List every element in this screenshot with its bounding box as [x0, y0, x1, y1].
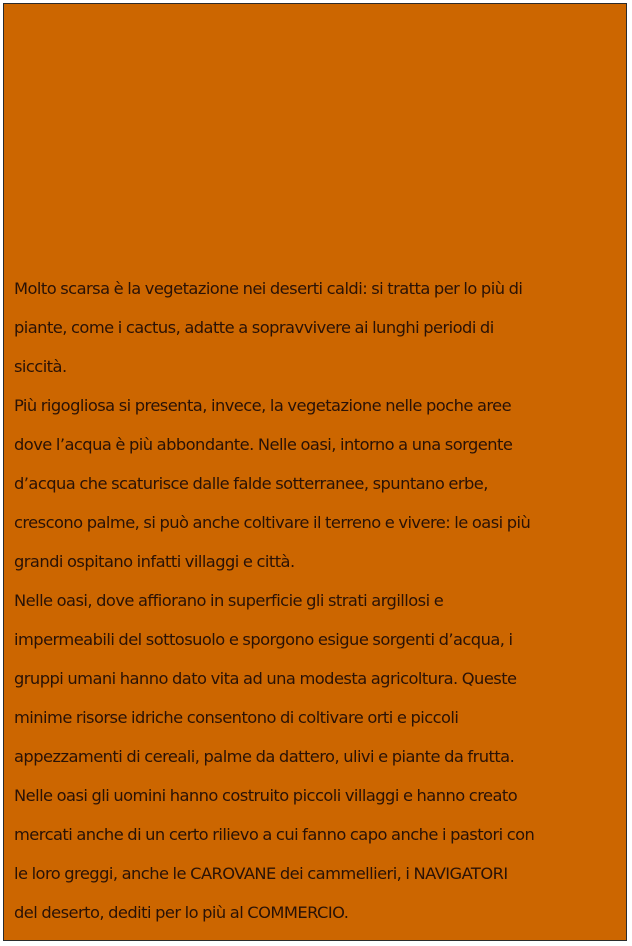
text-line: Nelle oasi, dove affiorano in superficie gli strati argillosi e — [14, 591, 444, 610]
text-line: appezzamenti di cereali, palme da dattero, ulivi e piante da frutta. — [14, 747, 515, 766]
text-box — [3, 3, 627, 941]
text-line: gruppi umani hanno dato vita ad una modesta agricoltura. Queste — [14, 669, 517, 688]
text-line: Più rigogliosa si presenta, invece, la vegetazione nelle poche aree — [14, 396, 512, 415]
text-line: crescono palme, si può anche coltivare il terreno e vivere: le oasi più — [14, 513, 531, 532]
text-line: impermeabili del sottosuolo e sporgono esigue sorgenti d’acqua, i — [14, 630, 513, 649]
text-line: siccità. — [14, 357, 67, 376]
text-line: Molto scarsa è la vegetazione nei deserti caldi: si tratta per lo più di — [14, 279, 523, 298]
text-line: piante, come i cactus, adatte a sopravvivere ai lunghi periodi di — [14, 318, 494, 337]
body-text — [14, 269, 618, 932]
text-line: grandi ospitano infatti villaggi e città. — [14, 552, 295, 571]
text-line: del deserto, dediti per lo più al COMMERCIO. — [14, 903, 349, 922]
text-line: minime risorse idriche consentono di coltivare orti e piccoli — [14, 708, 459, 727]
text-line: dove l’acqua è più abbondante. Nelle oasi, intorno a una sorgente — [14, 435, 513, 454]
text-line: Nelle oasi gli uomini hanno costruito piccoli villaggi e hanno creato — [14, 786, 518, 805]
text-line: d’acqua che scaturisce dalle falde sotterranee, spuntano erbe, — [14, 474, 488, 493]
text-line: mercati anche di un certo rilievo a cui fanno capo anche i pastori con — [14, 825, 535, 844]
text-line: le loro greggi, anche le CAROVANE dei cammellieri, i NAVIGATORI — [14, 864, 508, 883]
